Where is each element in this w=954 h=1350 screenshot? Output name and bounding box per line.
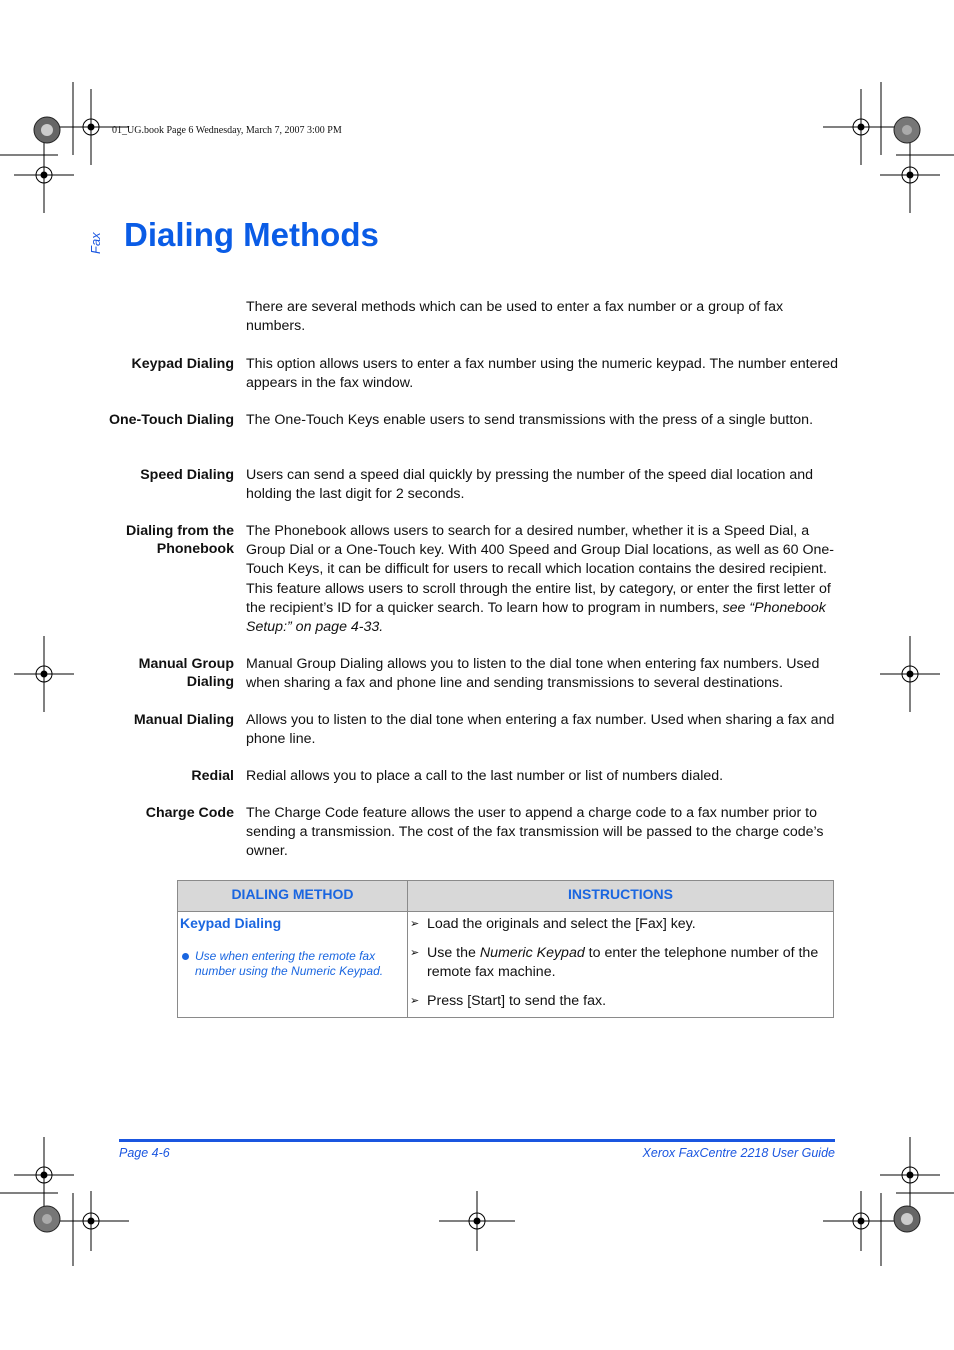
table-method-name: Keypad Dialing: [180, 915, 282, 931]
method-label: Redial: [191, 768, 234, 784]
note-text: Use when entering the remote fax number using the Numeric Keypad.: [195, 949, 384, 978]
column-header-method: DIALING METHOD: [231, 886, 354, 902]
page-title: Dialing Methods: [124, 216, 379, 253]
method-description: Manual Group Dialing allows you to listen to the dial tone when entering fax numbers. Used when sharing a fax and phone line and sending transmissions to several destinations.: [246, 656, 820, 692]
section-tab: [88, 228, 106, 258]
method-label: One-Touch Dialing: [108, 412, 234, 428]
arrow-bullet-icon: ➢: [410, 947, 420, 959]
bullet-icon: [182, 953, 189, 960]
method-description: The One-Touch Keys enable users to send transmissions with the press of a single button.: [246, 412, 814, 428]
step-text-emphasis: Numeric Keypad: [479, 945, 585, 961]
method-label: Speed Dialing: [140, 467, 234, 483]
method-description: Redial allows you to place a call to the last number or list of numbers dialed.: [246, 768, 724, 784]
method-description: [246, 522, 838, 637]
arrow-bullet-icon: ➢: [410, 918, 420, 930]
print-slug: 01_UG.book Page 6 Wednesday, March 7, 2007 3:00 PM: [112, 125, 342, 136]
table-header: [178, 881, 833, 912]
step-text: Press [Start] to send the fax.: [427, 993, 607, 1009]
step-text: Use the: [427, 945, 480, 961]
method-label: Keypad Dialing: [131, 356, 234, 372]
instructions-table: [177, 880, 834, 1018]
column-header-instructions: INSTRUCTIONS: [568, 886, 673, 902]
section-tab-label: Fax: [88, 232, 103, 254]
method-label: Charge Code: [145, 805, 234, 821]
step-text: to enter the telephone number of the remote fax machine.: [427, 945, 819, 980]
step-text: Load the originals and select the [Fax] key.: [427, 916, 696, 932]
method-description-text: The Phonebook allows users to search for a desired number, whether it is a Speed Dial, a Group Dial or a One-Touch key. With 400 Speed and Group Dial locations, as well as 60 One-Touch Keys, it can be difficult for users to recall which location contains the desired recipient. This feature allows users to scroll through the entire list, by category, or enter the first letter of the recipient’s ID for a quicker search. To learn how to program in numbers,: [246, 523, 835, 616]
cross-reference-link[interactable]: see “Phonebook Setup:” on page 4-33.: [246, 599, 826, 636]
arrow-bullet-icon: ➢: [410, 995, 420, 1007]
method-description: This option allows users to enter a fax number using the numeric keypad. The number entered appears in the fax window.: [246, 356, 838, 392]
footer-rule: [119, 1139, 835, 1142]
method-label: Manual Group Dialing: [138, 656, 234, 690]
footer-guide-title: Xerox FaxCentre 2218 User Guide: [642, 1146, 835, 1160]
footer-page-number: Page 4-6: [119, 1146, 170, 1160]
column-divider: [407, 881, 408, 1017]
method-label: Manual Dialing: [133, 712, 234, 728]
method-description: Users can send a speed dial quickly by pressing the number of the speed dial location and holding the last digit for 2 seconds.: [246, 467, 814, 503]
method-description: The Charge Code feature allows the user to append a charge code to a fax number prior to sending a transmission. The cost of the fax transmission will be passed to the charge code’s owner.: [246, 805, 824, 860]
method-label: Dialing from the Phonebook: [126, 523, 234, 557]
method-description: Allows you to listen to the dial tone when entering a fax number. Used when sharing a fax and phone line.: [246, 712, 835, 748]
intro-paragraph: There are several methods which can be used to enter a fax number or a group of fax numbers.: [246, 299, 784, 334]
